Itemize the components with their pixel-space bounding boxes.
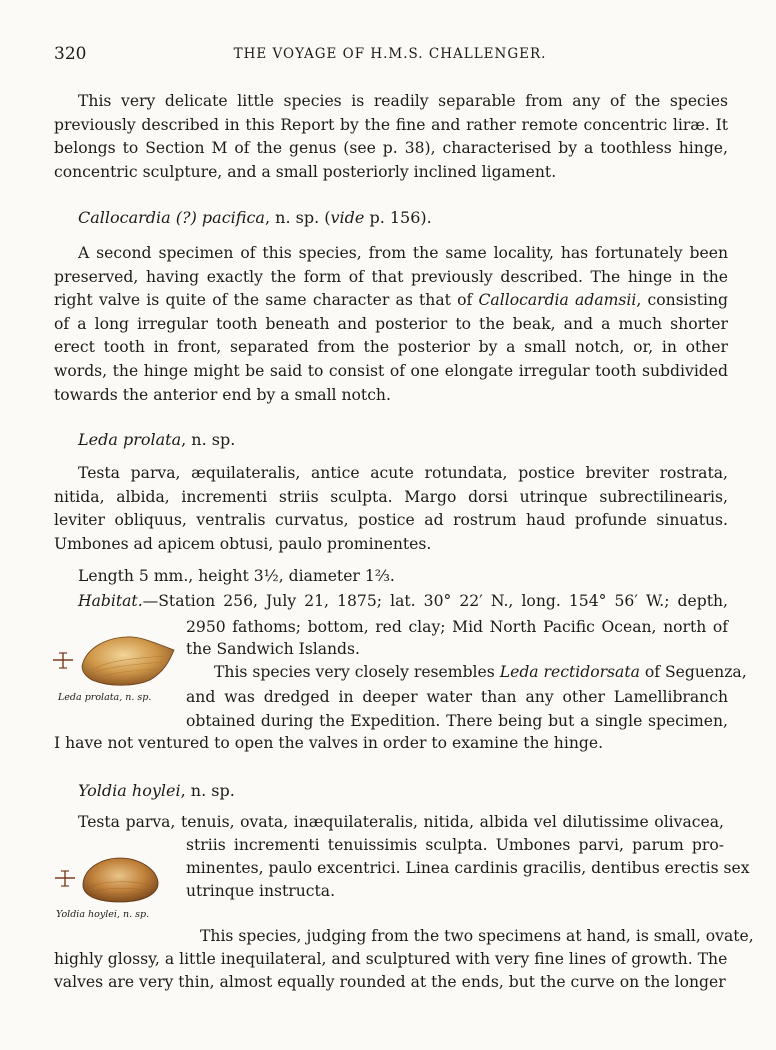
species-suffix: , n. sp. — [181, 430, 236, 449]
yoldia-desc-line2: highly glossy, a little inequilateral, and sculptured with very fine lines of growth. The — [54, 950, 728, 968]
species-suffix: , n. sp. — [180, 781, 235, 800]
text-part: of Seguenza, — [639, 663, 747, 681]
running-title: THE VOYAGE OF H.M.S. CHALLENGER. — [233, 46, 547, 62]
intro-paragraph — [54, 90, 728, 184]
species-name: Leda prolata — [78, 430, 182, 449]
leda-habitat-line3: the Sandwich Islands. — [186, 640, 360, 658]
species-name: Yoldia hoylei — [78, 781, 181, 800]
scale-cross-icon — [54, 870, 76, 888]
page-ref: p. 156). — [364, 208, 432, 227]
text-part: This species very closely resembles — [214, 663, 500, 681]
yoldia-latin-line3: minentes, paulo excentrici. Linea cardinis gracilis, dentibus erectis sex — [186, 859, 750, 877]
callocardia-heading — [78, 208, 432, 227]
leda-remark-line1 — [214, 663, 747, 681]
page-header — [54, 44, 726, 66]
habitat-text: —Station 256, July 21, 1875; lat. 30° 22′ N., long. 154° 56′ W.; depth, — [142, 592, 728, 610]
leda-heading — [78, 430, 235, 449]
yoldia-heading — [78, 781, 235, 800]
text-part: A second specimen of this species, from the same locality, has fortunately been preserved, having exactly the form of that previously described. The hinge in the right valve is quite of the same character as that of — [54, 244, 728, 310]
italic-name: Leda rectidorsata — [499, 663, 640, 681]
yoldia-desc-line1: This species, judging from the two specimens at hand, is small, ovate, — [200, 927, 754, 945]
italic-name: Callocardia adamsii — [478, 291, 637, 310]
yoldia-latin-line4: utrinque instructa. — [186, 882, 336, 900]
leda-habitat-line2: 2950 fathoms; bottom, red clay; Mid North Pacific Ocean, north of — [186, 618, 728, 636]
yoldia-shell-illustration — [78, 854, 162, 906]
callocardia-paragraph — [54, 242, 728, 407]
leda-figure-caption: Leda prolata, n. sp. — [58, 692, 152, 703]
leda-measurements: Length 5 mm., height 3½, diameter 1⅔. — [78, 567, 395, 585]
yoldia-desc-line3: valves are very thin, almost equally rounded at the ends, but the curve on the longer — [54, 973, 726, 991]
species-name: Callocardia (?) pacifica — [78, 208, 265, 227]
yoldia-figure-caption: Yoldia hoylei, n. sp. — [56, 909, 150, 920]
text-part: , consisting of a long irregular tooth beneath and posterior to the beak, and a much shorter erect tooth in front, separated from the posterior by a small notch, or, in other words, the hinge might be said to consist of one elongate irregular tooth subdivided towards the anterior end by a small notch. — [54, 291, 728, 404]
leda-latin-diagnosis — [54, 462, 728, 556]
leda-shell-illustration — [78, 630, 178, 688]
habitat-label: Habitat. — [78, 592, 143, 610]
leda-habitat-line1 — [78, 592, 728, 610]
leda-remark-line3: obtained during the Expedition. There being but a single specimen, — [186, 712, 728, 730]
latin-text: Testa parva, æquilateralis, antice acute rotundata, postice breviter rostrata, nitida, albida, incrementi striis sculpta. Margo dorsi utrinque subrectilinearis, leviter obliquus, ventralis curvatus, postice ad rostrum haud profunde sinuatus. Umbones ad apicem obtusi, paulo prominentes. — [54, 464, 728, 553]
leda-remark-line2: and was dredged in deeper water than any other Lamellibranch — [186, 688, 728, 706]
scale-cross-icon — [52, 652, 74, 670]
vide-word: vide — [330, 208, 365, 227]
yoldia-latin-line2: striis incrementi tenuissimis sculpta. Umbones parvi, parum pro- — [186, 836, 724, 854]
yoldia-latin-line1: Testa parva, tenuis, ovata, inæquilateralis, nitida, albida vel dilutissime olivacea, — [78, 813, 724, 831]
page-number: 320 — [54, 44, 87, 64]
paragraph-text: This very delicate little species is readily separable from any of the species previously described in this Report by the fine and rather remote concentric liræ. It belongs to Section M of the genus (see p. 38), characterised by a toothless hinge, concentric sculpture, and a small posteriorly inclined ligament. — [54, 92, 728, 181]
species-suffix: , n. sp. ( — [264, 208, 331, 227]
leda-remark-line4: I have not ventured to open the valves in order to examine the hinge. — [54, 734, 604, 752]
